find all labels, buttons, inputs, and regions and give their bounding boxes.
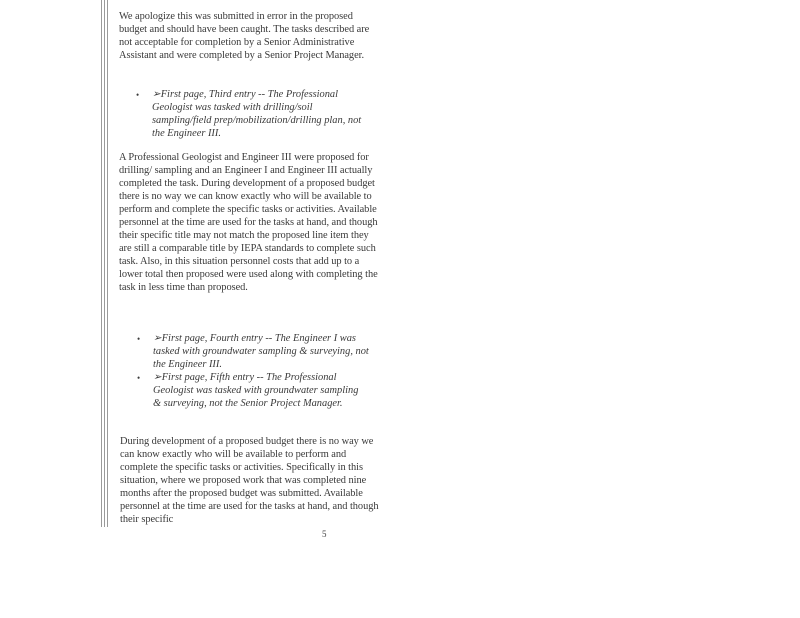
explanation-paragraph-2: During development of a proposed budget there is no way we can know exactly who will be available to perform and complete the specific tasks or activities. Specifically in this situation, where we proposed work that was completed nine months after the proposed budget was submitted. Available personnel at the time are used for the tasks at hand, and though their specific [120,436,379,525]
bullet-dot: • [137,373,141,383]
bullet-item-1 [136,89,367,141]
bullet-text: ➢First page, Fourth entry -- The Engineer I was tasked with groundwater sampling & surveying, not the Engineer III. [153,333,369,370]
binding-line [104,0,105,527]
explanation-paragraph-1: A Professional Geologist and Engineer III were proposed for drilling/ sampling and an Engineer I and Engineer III actually completed the task. During development of a proposed budget there is no way we can know exactly who will be available to perform and complete the specific tasks or activities. Available personnel at the time are used for the tasks at hand, and though their specific title may not match the proposed line item they are still a comparable title by IEPA standards to complete such task. Also, in this situation personnel costs that add up to a lower total then proposed were used along with completing the task in less time than proposed. [119,152,378,293]
intro-paragraph: We apologize this was submitted in error in the proposed budget and should have been caught. The tasks described are not acceptable for completion by a Senior Administrative Assistant and were completed by a Senior Project Manager. [119,11,370,61]
bullet-text: ➢First page, Fifth entry -- The Professional Geologist was tasked with groundwater sampling & surveying, not the Senior Project Manager. [153,372,359,409]
binding-line [107,0,108,527]
bullet-dot: • [137,334,141,344]
page-number: 5 [322,529,327,539]
bullet-item-3 [137,372,368,411]
binding-line [101,0,102,527]
bullet-text: ➢First page, Third entry -- The Professional Geologist was tasked with drilling/soil sampling/field prep/mobilization/drilling plan, not the Engineer III. [152,89,362,139]
bullet-dot: • [136,90,140,100]
bullet-item-2 [137,333,375,372]
